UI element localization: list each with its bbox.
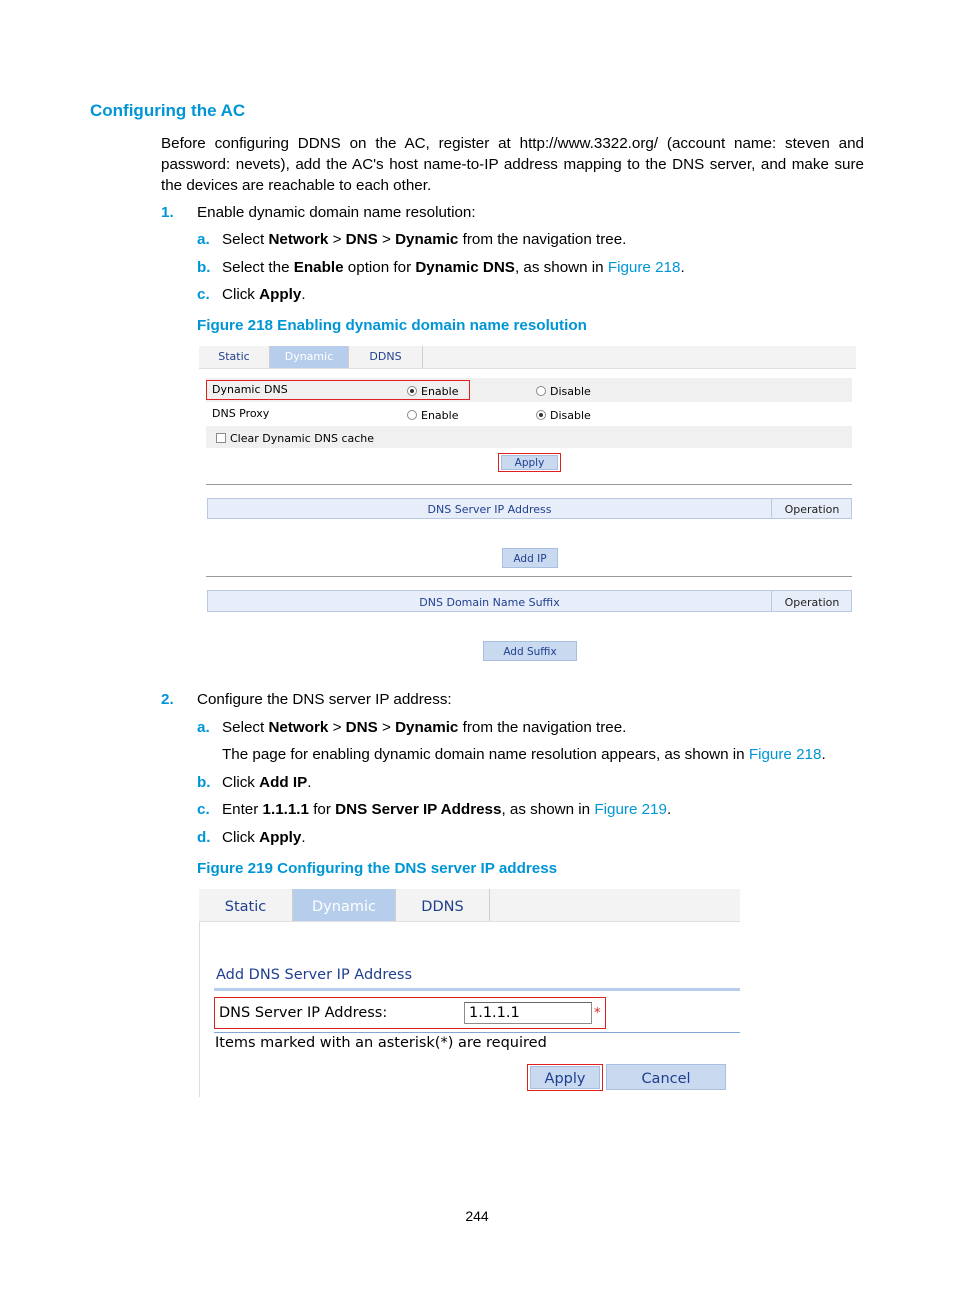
add-suffix-button[interactable]: Add Suffix	[483, 641, 577, 661]
dns-suffix-column: DNS Domain Name Suffix	[419, 596, 560, 609]
radio-selected-icon[interactable]	[536, 410, 546, 420]
cancel-button[interactable]: Cancel	[606, 1064, 726, 1090]
add-ip-button[interactable]: Add IP	[502, 548, 558, 568]
intro-paragraph: Before configuring DDNS on the AC, register at http://www.3322.org/ (account name: steven and password: nevets), add the AC's host name-to-IP address mapping to the DNS server, and make sure the devices are reachable to each other.	[161, 135, 864, 194]
tab-dynamic[interactable]: Dynamic	[270, 346, 349, 368]
step-1	[161, 203, 476, 223]
dns-server-ip-input[interactable]: 1.1.1.1	[464, 1002, 592, 1024]
section-title: Configuring the AC	[90, 101, 246, 120]
figure-219-link[interactable]: Figure 219	[594, 801, 667, 818]
step-2d: d. Click Apply.	[197, 829, 306, 846]
operation-column: Operation	[771, 499, 852, 518]
dynamic-dns-disable[interactable]: Disable	[536, 385, 591, 398]
dns-server-ip-label: DNS Server IP Address:	[219, 1005, 388, 1021]
step-1c: c. Click Apply.	[197, 286, 306, 303]
tab-static[interactable]: Static	[199, 346, 270, 368]
dns-proxy-disable[interactable]: Disable	[536, 409, 591, 422]
step-number: 1.	[161, 204, 174, 221]
checkbox-icon[interactable]	[216, 433, 226, 443]
tab-static[interactable]: Static	[199, 889, 293, 921]
apply-button[interactable]: Apply	[501, 455, 558, 470]
dns-server-column: DNS Server IP Address	[427, 503, 552, 516]
operation-column: Operation	[771, 591, 852, 611]
tab-bar	[199, 889, 740, 922]
dynamic-dns-enable[interactable]: Enable	[407, 385, 458, 398]
clear-cache-checkbox[interactable]: Clear Dynamic DNS cache	[216, 432, 374, 445]
dns-proxy-enable[interactable]: Enable	[407, 409, 458, 422]
settings-row-bg	[206, 402, 852, 426]
frame-border	[199, 922, 200, 1097]
tab-ddns[interactable]: DDNS	[396, 889, 490, 921]
step-2a-note: The page for enabling dynamic domain name resolution appears, as shown in Figure 218.	[222, 746, 826, 763]
page-number: 244	[465, 1208, 489, 1224]
tab-ddns[interactable]: DDNS	[349, 346, 423, 368]
radio-icon[interactable]	[536, 386, 546, 396]
figure-218-link[interactable]: Figure 218	[607, 259, 681, 276]
step-1a: a. Select Network > DNS > Dynamic from the navigation tree.	[197, 231, 627, 248]
radio-icon[interactable]	[407, 410, 417, 420]
divider	[206, 576, 852, 577]
step-2c: c. Enter 1.1.1.1 for DNS Server IP Address, as shown in Figure 219.	[197, 801, 672, 818]
required-asterisk: *	[594, 1006, 601, 1021]
step-text: Enable dynamic domain name resolution:	[197, 204, 476, 221]
step-text: Configure the DNS server IP address:	[197, 691, 452, 708]
step-2	[161, 690, 452, 710]
required-note: Items marked with an asterisk(*) are required	[215, 1035, 547, 1051]
dns-suffix-table-header	[207, 590, 852, 612]
step-number: 2.	[161, 691, 174, 708]
tab-bar	[199, 346, 856, 369]
dns-proxy-label: DNS Proxy	[212, 407, 270, 420]
tab-dynamic[interactable]: Dynamic	[293, 889, 396, 921]
figure-219-caption: Figure 219 Configuring the DNS server IP address	[197, 860, 558, 877]
step-2a: a. Select Network > DNS > Dynamic from the navigation tree.	[197, 719, 627, 736]
apply-button[interactable]: Apply	[530, 1066, 600, 1089]
divider	[206, 484, 852, 485]
dns-server-table-header	[207, 498, 852, 519]
step-1b: b. Select the Enable option for Dynamic DNS, as shown in Figure 218.	[197, 259, 685, 276]
figure-218-link[interactable]: Figure 218	[748, 746, 822, 763]
section-underline	[214, 988, 740, 991]
dynamic-dns-label: Dynamic DNS	[212, 383, 288, 396]
figure-218-caption: Figure 218 Enabling dynamic domain name resolution	[197, 317, 587, 334]
section-title: Add DNS Server IP Address	[216, 967, 413, 983]
step-2b: b. Click Add IP.	[197, 774, 312, 791]
radio-selected-icon[interactable]	[407, 386, 417, 396]
form-bottom-line	[214, 1032, 740, 1033]
